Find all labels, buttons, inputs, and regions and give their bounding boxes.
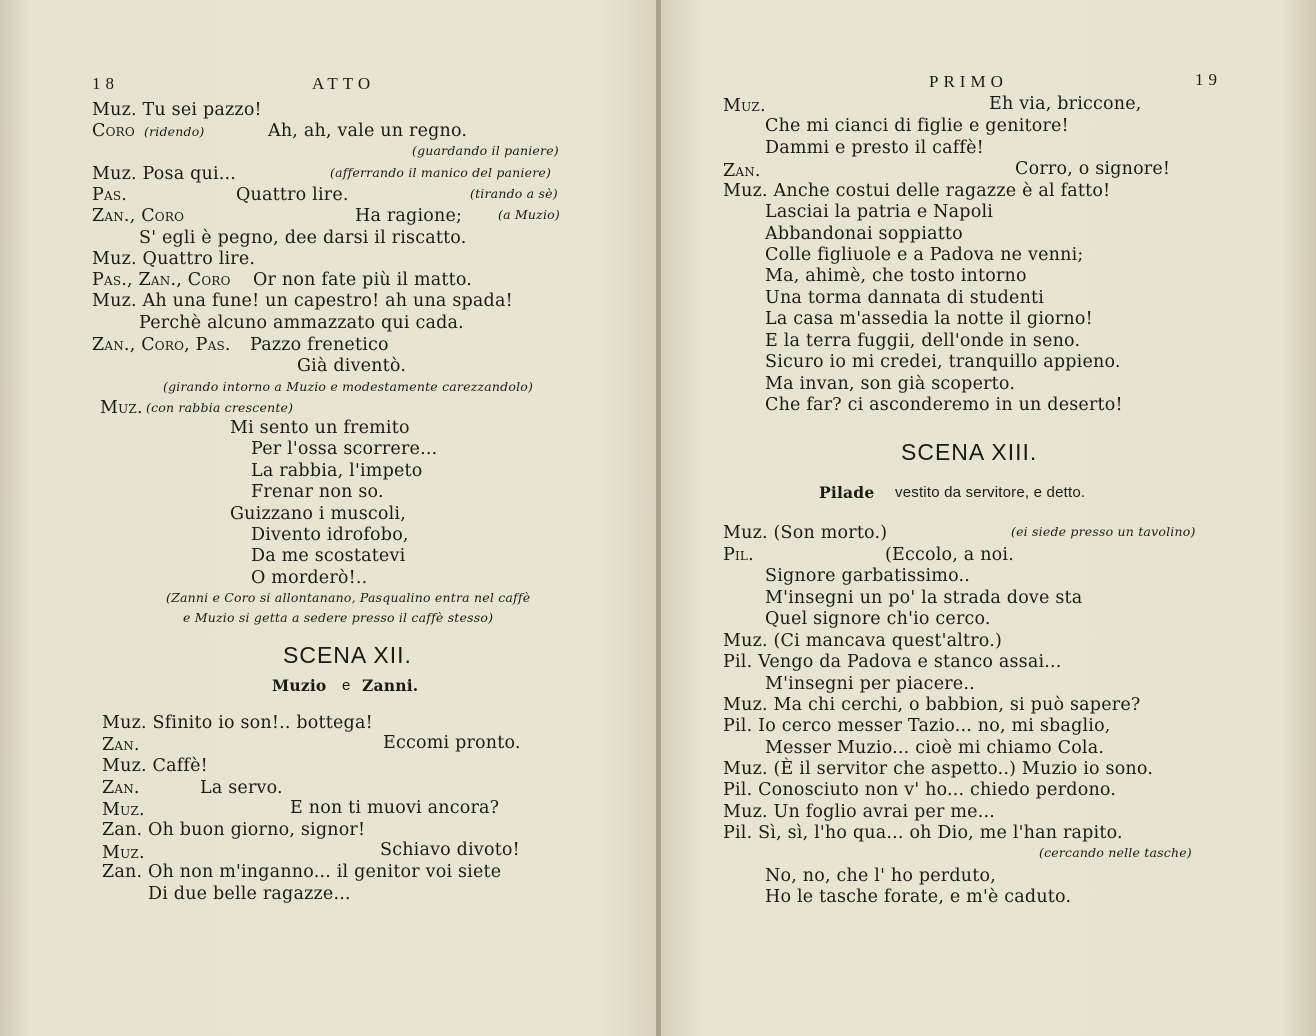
text-line: Muz. Ah una fune! un capestro! ah una spada!: [92, 291, 513, 311]
speaker: Pas.: [92, 185, 128, 205]
text-line: Muz. Quattro lire.: [92, 249, 256, 269]
stage-direction: (tirando a sè): [470, 186, 558, 201]
speaker: Muz.: [102, 800, 145, 820]
verse-line: Ho le tasche forate, e m'è caduto.: [765, 887, 1072, 907]
text-line: Signore garbatissimo..: [765, 566, 971, 586]
speaker: Zan., Coro: [92, 206, 185, 226]
characters-name: Zanni.: [362, 676, 419, 695]
stage-direction: (girando intorno a Muzio e modestamente carezzandolo): [163, 379, 534, 394]
verse-line: Guizzano i muscoli,: [230, 504, 406, 524]
text-line: Muz. (Son morto.): [723, 523, 888, 543]
text-line: Eccomi pronto.: [383, 733, 521, 753]
text-line: Eh via, briccone,: [989, 94, 1142, 114]
speaker: Muz.: [723, 96, 766, 116]
characters-name: Muzio: [272, 676, 327, 695]
stage-direction: (ei siede presso un tavolino): [1011, 524, 1196, 539]
text-line: Che mi cianci di figlie e genitore!: [765, 116, 1069, 136]
text-line: Muz. (Ci mancava quest'altro.): [723, 631, 1003, 651]
text-line: Zan. Oh non m'inganno... il genitor voi siete: [102, 862, 502, 882]
text-line: Pil. Conosciuto non v' ho... chiedo perdono.: [723, 780, 1117, 800]
text-line: Muz. (È il servitor che aspetto..) Muzio io sono.: [723, 759, 1154, 779]
running-head: ATTO: [312, 74, 376, 93]
characters-name: Pilade: [819, 483, 875, 502]
stage-direction: (Zanni e Coro si allontanano, Pasqualino entra nel caffè: [166, 590, 531, 605]
running-head: PRIMO: [929, 72, 1008, 91]
verse-line: Frenar non so.: [251, 482, 384, 502]
stage-direction: (a Muzio): [498, 207, 560, 222]
text-line: La servo.: [200, 778, 283, 798]
stage-direction: (ridendo): [144, 124, 205, 139]
text-line: Muz. Un foglio avrai per me...: [723, 802, 996, 822]
text-line: Or non fate più il matto.: [253, 270, 473, 290]
characters-and: e: [342, 677, 351, 694]
text-line: Zan. Oh buon giorno, signor!: [102, 820, 366, 840]
characters-desc: vestito da servitore, e detto.: [895, 484, 1086, 501]
text-line: Muz. Posa qui...: [92, 164, 237, 184]
speaker: Muz.: [100, 398, 143, 418]
text-line: E non ti muovi ancora?: [290, 798, 500, 818]
text-line: Pazzo frenetico: [250, 335, 389, 355]
speaker: Pas., Zan., Coro: [92, 270, 231, 290]
speaker: Pil.: [723, 545, 754, 565]
verse-line: Abbandonai soppiatto: [765, 224, 963, 244]
text-line: M'insegni un po' la strada dove sta: [765, 588, 1083, 608]
speaker: Muz.: [102, 843, 145, 863]
verse-line: Mi sento un fremito: [230, 418, 410, 438]
text-line: Ha ragione;: [355, 206, 463, 226]
text-line: Quattro lire.: [236, 185, 349, 205]
text-line: Quel signore ch'io cerco.: [765, 609, 991, 629]
verse-line: Una torma dannata di studenti: [765, 288, 1045, 308]
verse-line: Lasciai la patria e Napoli: [765, 202, 994, 222]
text-line: Perchè alcuno ammazzato qui cada.: [139, 313, 464, 333]
text-line: Muz. Tu sei pazzo!: [92, 100, 262, 120]
verse-line: Colle figliuole e a Padova ne venni;: [765, 245, 1084, 265]
speaker: Zan.: [102, 735, 140, 755]
page-number: 18: [92, 74, 119, 93]
text-line: Muz. Sfinito io son!.. bottega!: [102, 713, 373, 733]
text-line: Pil. Vengo da Padova e stanco assai...: [723, 652, 1062, 672]
stage-direction: (con rabbia crescente): [146, 400, 294, 415]
verse-line: No, no, che l' ho perduto,: [765, 866, 996, 886]
speaker: Zan.: [723, 161, 761, 181]
verse-line: La casa m'assedia la notte il giorno!: [765, 309, 1093, 329]
verse-line: Sicuro io mi credei, tranquillo appieno.: [765, 352, 1121, 372]
page-number: 19: [1195, 70, 1222, 89]
text-line: Dammi e presto il caffè!: [765, 138, 984, 158]
verse-line: O morderò!..: [251, 568, 368, 588]
stage-direction: (afferrando il manico del paniere): [330, 165, 552, 180]
text-line: Muz. Ma chi cerchi, o babbion, si può sapere?: [723, 695, 1141, 715]
text-line: M'insegni per piacere..: [765, 674, 975, 694]
speaker: Coro: [92, 121, 135, 141]
verse-line: Per l'ossa scorrere...: [251, 439, 438, 459]
right-page: [661, 0, 1316, 1036]
verse-line: Da me scostatevi: [251, 546, 406, 566]
text-line: Schiavo divoto!: [380, 840, 520, 860]
stage-direction: e Muzio si getta a sedere presso il caffè stesso): [183, 610, 494, 625]
verse-line: Ma, ahimè, che tosto intorno: [765, 266, 1027, 286]
speaker: Zan.: [102, 778, 140, 798]
stage-direction: (guardando il paniere): [412, 143, 559, 158]
text-line: Ah, ah, vale un regno.: [268, 121, 468, 141]
text-line: Pil. Io cerco messer Tazio... no, mi sbaglio,: [723, 716, 1111, 736]
text-line: S' egli è pegno, dee darsi il riscatto.: [139, 228, 467, 248]
verse-line: Ma invan, son già scoperto.: [765, 374, 1016, 394]
text-line: Già diventò.: [297, 356, 407, 376]
verse-line: Che far? ci asconderemo in un deserto!: [765, 395, 1123, 415]
text-line: (Eccolo, a noi.: [885, 545, 1014, 565]
text-line: Messer Muzio... cioè mi chiamo Cola.: [765, 738, 1105, 758]
scene-heading: SCENA XIII.: [901, 439, 1038, 465]
speaker: Zan., Coro, Pas.: [92, 335, 231, 355]
text-line: Corro, o signore!: [1015, 159, 1171, 179]
verse-line: Divento idrofobo,: [251, 525, 409, 545]
scene-heading: SCENA XII.: [283, 642, 412, 668]
stage-direction: (cercando nelle tasche): [1039, 845, 1192, 860]
text-line: Muz. Caffè!: [102, 756, 208, 776]
text-line: Muz. Anche costui delle ragazze è al fatto!: [723, 181, 1111, 201]
text-line: Pil. Sì, sì, l'ho qua... oh Dio, me l'han rapito.: [723, 823, 1123, 843]
verse-line: La rabbia, l'impeto: [251, 461, 423, 481]
verse-line: E la terra fuggii, dell'onde in seno.: [765, 331, 1081, 351]
text-line: Di due belle ragazze...: [148, 884, 351, 904]
